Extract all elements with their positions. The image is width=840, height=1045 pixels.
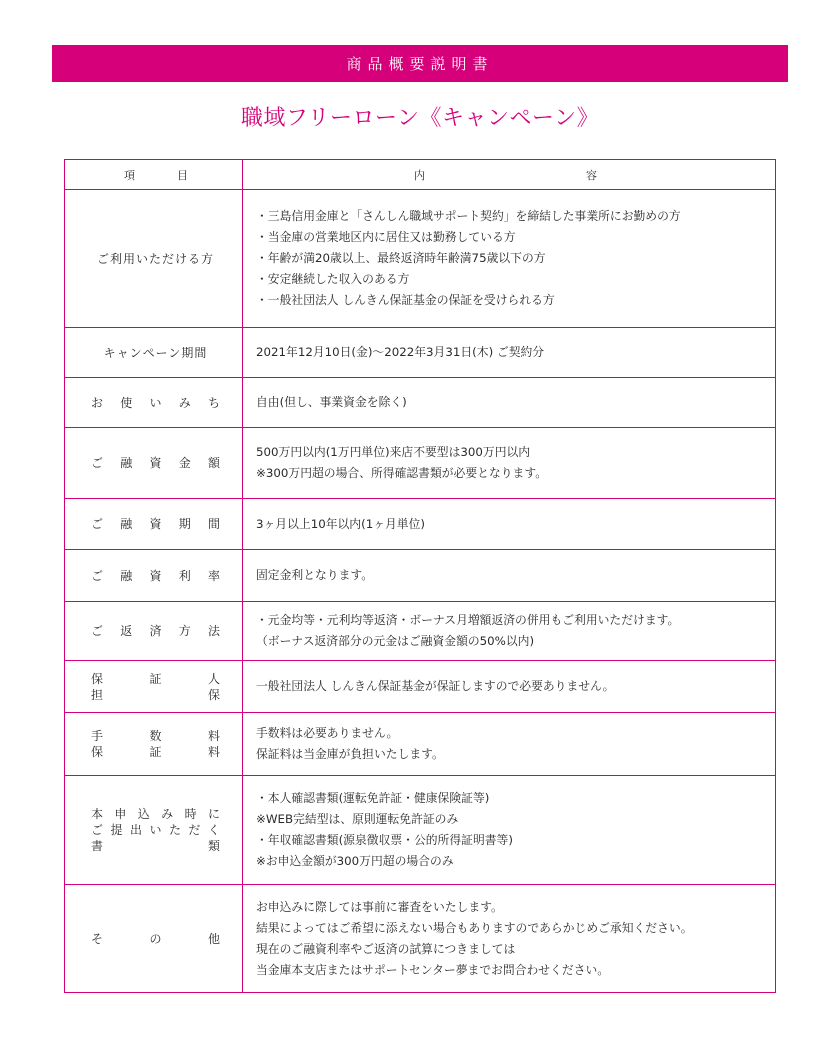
content-line: 手数料は必要ありません。 — [256, 726, 399, 740]
table-row-loan-amount — [65, 428, 776, 499]
content-line: 一般社団法人 しんきん保証基金が保証しますので必要ありません。 — [256, 679, 615, 693]
content-line: ・一般社団法人 しんきん保証基金の保証を受けられる方 — [256, 293, 555, 307]
row-label-repayment-method — [65, 602, 243, 661]
content-line: 当金庫本支店またはサポートセンター夢までお問合わせください。 — [256, 962, 610, 977]
row-label-line: キャンペーン期間 — [103, 346, 208, 360]
row-content-loan-period — [243, 499, 776, 550]
row-content-usage — [243, 378, 776, 428]
header-content: 内 容 — [243, 160, 776, 190]
table-row-campaign-period — [65, 328, 776, 378]
row-content-eligibility — [243, 190, 776, 328]
content-line: ・安定継続した収入のある方 — [256, 272, 410, 286]
row-label-guarantor-collateral — [65, 661, 243, 713]
row-label-line: ご 融 資 利 率 — [91, 568, 220, 583]
row-label-line: ご利用いただける方 — [96, 252, 214, 266]
row-label-line: 担 保 — [91, 687, 220, 702]
row-label-campaign-period — [65, 328, 243, 378]
row-label-line: そ の 他 — [91, 931, 220, 946]
row-content-required-documents — [243, 776, 776, 885]
row-label-line: 保 証 人 — [91, 671, 220, 686]
row-content-fees — [243, 713, 776, 776]
row-label-eligibility — [65, 190, 243, 328]
table-header-row — [65, 160, 776, 190]
row-label-line: 本 申 込 み 時 に — [91, 807, 220, 821]
table-row-fees — [65, 713, 776, 776]
document-banner — [52, 45, 788, 82]
row-label-line: お 使 い み ち — [91, 395, 220, 410]
content-line: 固定金利となります。 — [256, 568, 374, 582]
row-content-campaign-period — [243, 328, 776, 378]
row-content-interest-rate — [243, 550, 776, 602]
content-line: ・三島信用金庫と「さんしん職域サポート契約」を締結した事業所にお勤めの方 — [256, 209, 681, 223]
row-label-interest-rate — [65, 550, 243, 602]
table-row-required-documents — [65, 776, 776, 885]
row-content-repayment-method — [243, 602, 776, 661]
content-line: お申込みに際しては事前に審査をいたします。 — [256, 899, 503, 914]
content-line: 現在のご融資利率やご返済の試算につきましては — [256, 941, 516, 956]
content-line: ※300万円超の場合、所得確認書類が必要となります。 — [256, 466, 547, 480]
page-title: 職域フリーローン《キャンペーン》 — [240, 106, 600, 131]
content-line: ・元金均等・元利均等返済・ボーナス月増額返済の併用もご利用いただけます。 — [256, 613, 680, 627]
content-line: 3ヶ月以上10年以内(1ヶ月単位) — [256, 516, 425, 531]
table-row-other — [65, 885, 776, 993]
banner-text: 商品概要説明書 — [346, 55, 494, 73]
table-row-usage — [65, 378, 776, 428]
row-content-loan-amount — [243, 428, 776, 499]
table-row-eligibility — [65, 190, 776, 328]
content-line: ・年収確認書類(源泉徴収票・公的所得証明書等) — [256, 833, 513, 847]
content-line: ・年齢が満20歳以上、最終返済時年齢満75歳以下の方 — [256, 251, 546, 265]
content-line: 結果によってはご希望に添えない場合もありますのであらかじめご承知ください。 — [256, 920, 693, 935]
row-label-line: ご 提 出 い た だ く — [91, 823, 220, 837]
content-line: 2021年12月10日(金)～2022年3月31日(木) ご契約分 — [256, 345, 545, 359]
content-line: ※WEB完結型は、原則運転免許証のみ — [256, 812, 459, 826]
table-row-repayment-method — [65, 602, 776, 661]
content-line: （ボーナス返済部分の元金はご融資金額の50%以内) — [256, 634, 535, 648]
row-label-required-documents — [65, 776, 243, 885]
table-row-loan-period — [65, 499, 776, 550]
table-body — [65, 190, 776, 993]
row-label-other — [65, 885, 243, 993]
content-line: 500万円以内(1万円単位)来店不要型は300万円以内 — [256, 445, 531, 459]
row-label-line: ご 融 資 期 間 — [91, 517, 220, 531]
table-row-guarantor-collateral — [65, 661, 776, 713]
content-line: ※お申込金額が300万円超の場合のみ — [256, 854, 454, 868]
product-summary-table — [64, 159, 776, 993]
row-label-line: 書 類 — [91, 839, 220, 853]
content-line: ・当金庫の営業地区内に居住又は勤務している方 — [256, 230, 516, 244]
content-line: 保証料は当金庫が負担いたします。 — [256, 747, 444, 761]
row-label-fees — [65, 713, 243, 776]
content-line: ・本人確認書類(運転免許証・健康保険証等) — [256, 791, 490, 805]
row-label-line: ご 返 済 方 法 — [91, 624, 220, 638]
row-label-loan-period — [65, 499, 243, 550]
row-label-line: 保 証 料 — [91, 745, 220, 759]
row-label-line: 手 数 料 — [91, 729, 220, 743]
row-label-usage — [65, 378, 243, 428]
table-row-interest-rate — [65, 550, 776, 602]
row-content-other — [243, 885, 776, 993]
row-content-guarantor-collateral — [243, 661, 776, 713]
row-label-line: ご 融 資 金 額 — [91, 456, 220, 470]
row-label-loan-amount — [65, 428, 243, 499]
header-item: 項 目 — [65, 160, 243, 190]
content-line: 自由(但し、事業資金を除く) — [256, 395, 407, 409]
